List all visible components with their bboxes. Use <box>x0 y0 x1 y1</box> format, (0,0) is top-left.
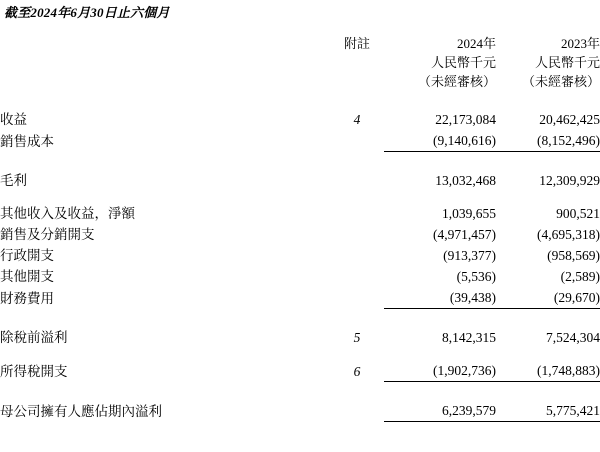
row-current-value: 1,039,655 <box>442 206 496 221</box>
row-label: 母公司擁有人應佔期內溢利 <box>0 403 162 419</box>
header-previous-year: 2023年 <box>560 36 600 51</box>
row-note <box>330 266 384 287</box>
header-note-label: 附註 <box>343 36 370 51</box>
row-note <box>330 170 384 191</box>
row-note: 6 <box>353 363 361 379</box>
row-label: 其他收入及收益，淨額 <box>0 206 135 221</box>
table-row <box>0 327 600 348</box>
header-previous-audit-status: （未經審核） <box>521 74 600 89</box>
row-current-value: (39,438) <box>384 287 496 309</box>
row-note <box>330 224 384 245</box>
row-label: 財務費用 <box>0 290 54 306</box>
table-header-audit-row <box>0 72 600 91</box>
row-current-value: 13,032,468 <box>435 173 496 188</box>
spacer <box>0 382 600 401</box>
table-row <box>0 170 600 191</box>
spacer <box>0 309 600 328</box>
header-current-unit: 人民幣千元 <box>430 55 496 70</box>
row-previous-value: 20,462,425 <box>539 112 600 127</box>
row-previous-value: (4,695,318) <box>537 227 600 242</box>
table-row <box>0 360 600 382</box>
table-row <box>0 203 600 224</box>
row-current-value: 8,142,315 <box>442 330 496 345</box>
row-previous-value: 5,775,421 <box>546 403 600 418</box>
row-label: 行政開支 <box>0 248 54 263</box>
spacer <box>0 152 600 171</box>
row-note <box>330 203 384 224</box>
row-current-value: 6,239,579 <box>442 403 496 418</box>
row-previous-value: 12,309,929 <box>539 173 600 188</box>
row-current-value: (913,377) <box>443 248 496 263</box>
row-current-value: (9,140,616) <box>384 130 496 152</box>
table-row <box>0 224 600 245</box>
table-row <box>0 109 600 130</box>
header-current-year: 2024年 <box>456 36 496 51</box>
table-row <box>0 245 600 266</box>
row-note: 4 <box>353 112 361 127</box>
table-header-year-row <box>0 34 600 53</box>
row-previous-value: 7,524,304 <box>546 330 600 345</box>
row-note <box>330 400 384 422</box>
row-label: 其他開支 <box>0 269 54 284</box>
table-row <box>0 266 600 287</box>
row-note <box>330 245 384 266</box>
row-label: 銷售成本 <box>0 133 54 149</box>
row-note: 5 <box>353 330 361 345</box>
row-label: 收益 <box>0 112 27 127</box>
row-previous-value: (8,152,496) <box>496 130 600 152</box>
row-previous-value: (29,670) <box>496 287 600 309</box>
table-row <box>0 287 600 309</box>
table-row <box>0 130 600 152</box>
row-previous-value: (2,589) <box>560 269 600 284</box>
table-row <box>0 400 600 422</box>
row-label: 毛利 <box>0 173 27 188</box>
row-current-value: 22,173,084 <box>435 112 496 127</box>
row-note <box>330 130 384 152</box>
row-previous-value: 900,521 <box>556 206 600 221</box>
total-underline <box>0 422 600 423</box>
row-current-value: (1,902,736) <box>384 360 496 382</box>
spacer <box>0 348 600 360</box>
row-current-value: (5,536) <box>456 269 496 284</box>
spacer <box>0 91 600 109</box>
period-header: 截至2024年6月30日止六個月 <box>4 5 170 20</box>
row-label: 所得稅開支 <box>0 363 68 379</box>
header-previous-unit: 人民幣千元 <box>534 55 600 70</box>
row-label: 銷售及分銷開支 <box>0 227 95 242</box>
income-statement-table <box>0 34 600 422</box>
table-header-unit-row <box>0 53 600 72</box>
row-previous-value: (1,748,883) <box>496 360 600 382</box>
header-blank-label <box>0 34 330 53</box>
row-current-value: (4,971,457) <box>433 227 496 242</box>
row-note <box>330 287 384 309</box>
header-current-audit-status: （未經審核） <box>417 74 496 89</box>
row-previous-value: (958,569) <box>547 248 600 263</box>
row-label: 除稅前溢利 <box>0 330 68 345</box>
spacer <box>0 191 600 203</box>
